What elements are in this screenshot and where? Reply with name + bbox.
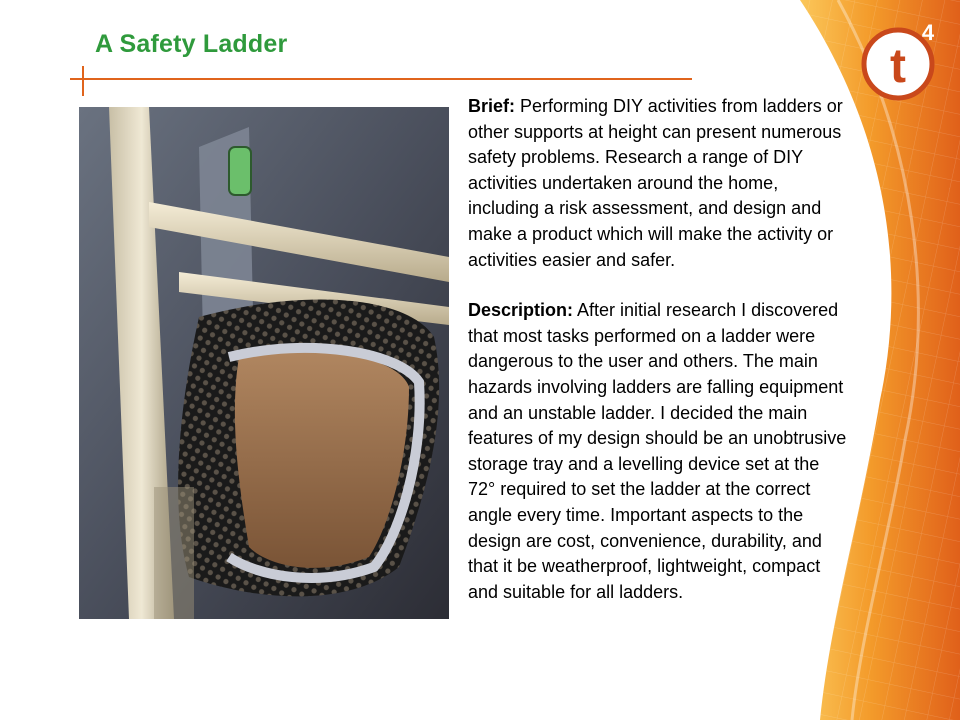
brief-text: Performing DIY activities from ladders or other supports at height can present numerous safety problems. Research a range of DIY activities undertaken around the home, including a risk assessment, and design and make a product which will make the activity or activities easier and safer. (468, 96, 843, 270)
logo-superscript: 4 (921, 20, 935, 45)
description-paragraph (468, 298, 848, 605)
t4-logo (858, 20, 942, 104)
title-tick (82, 66, 84, 96)
slide-title: A Safety Ladder (95, 30, 288, 58)
ladder-photo (79, 107, 449, 619)
logo-letter: t (890, 40, 906, 93)
description-text: After initial research I discovered that most tasks performed on a ladder were dangerous to the user and others. The main hazards involving ladders are falling equipment and an unstable ladder. I decided the main features of my design should be an unobtrusive storage tray and a levelling device set at the 72° required to set the ladder at the correct angle every time. Important aspects to the design are cost, convenience, durability, and that it be weatherproof, lightweight, compact and suitable for all ladders. (468, 300, 847, 602)
brief-paragraph (468, 94, 848, 273)
content-text (468, 94, 848, 605)
brief-label: Brief: (468, 96, 516, 116)
description-label: Description: (468, 300, 574, 321)
title-underline (70, 78, 692, 80)
